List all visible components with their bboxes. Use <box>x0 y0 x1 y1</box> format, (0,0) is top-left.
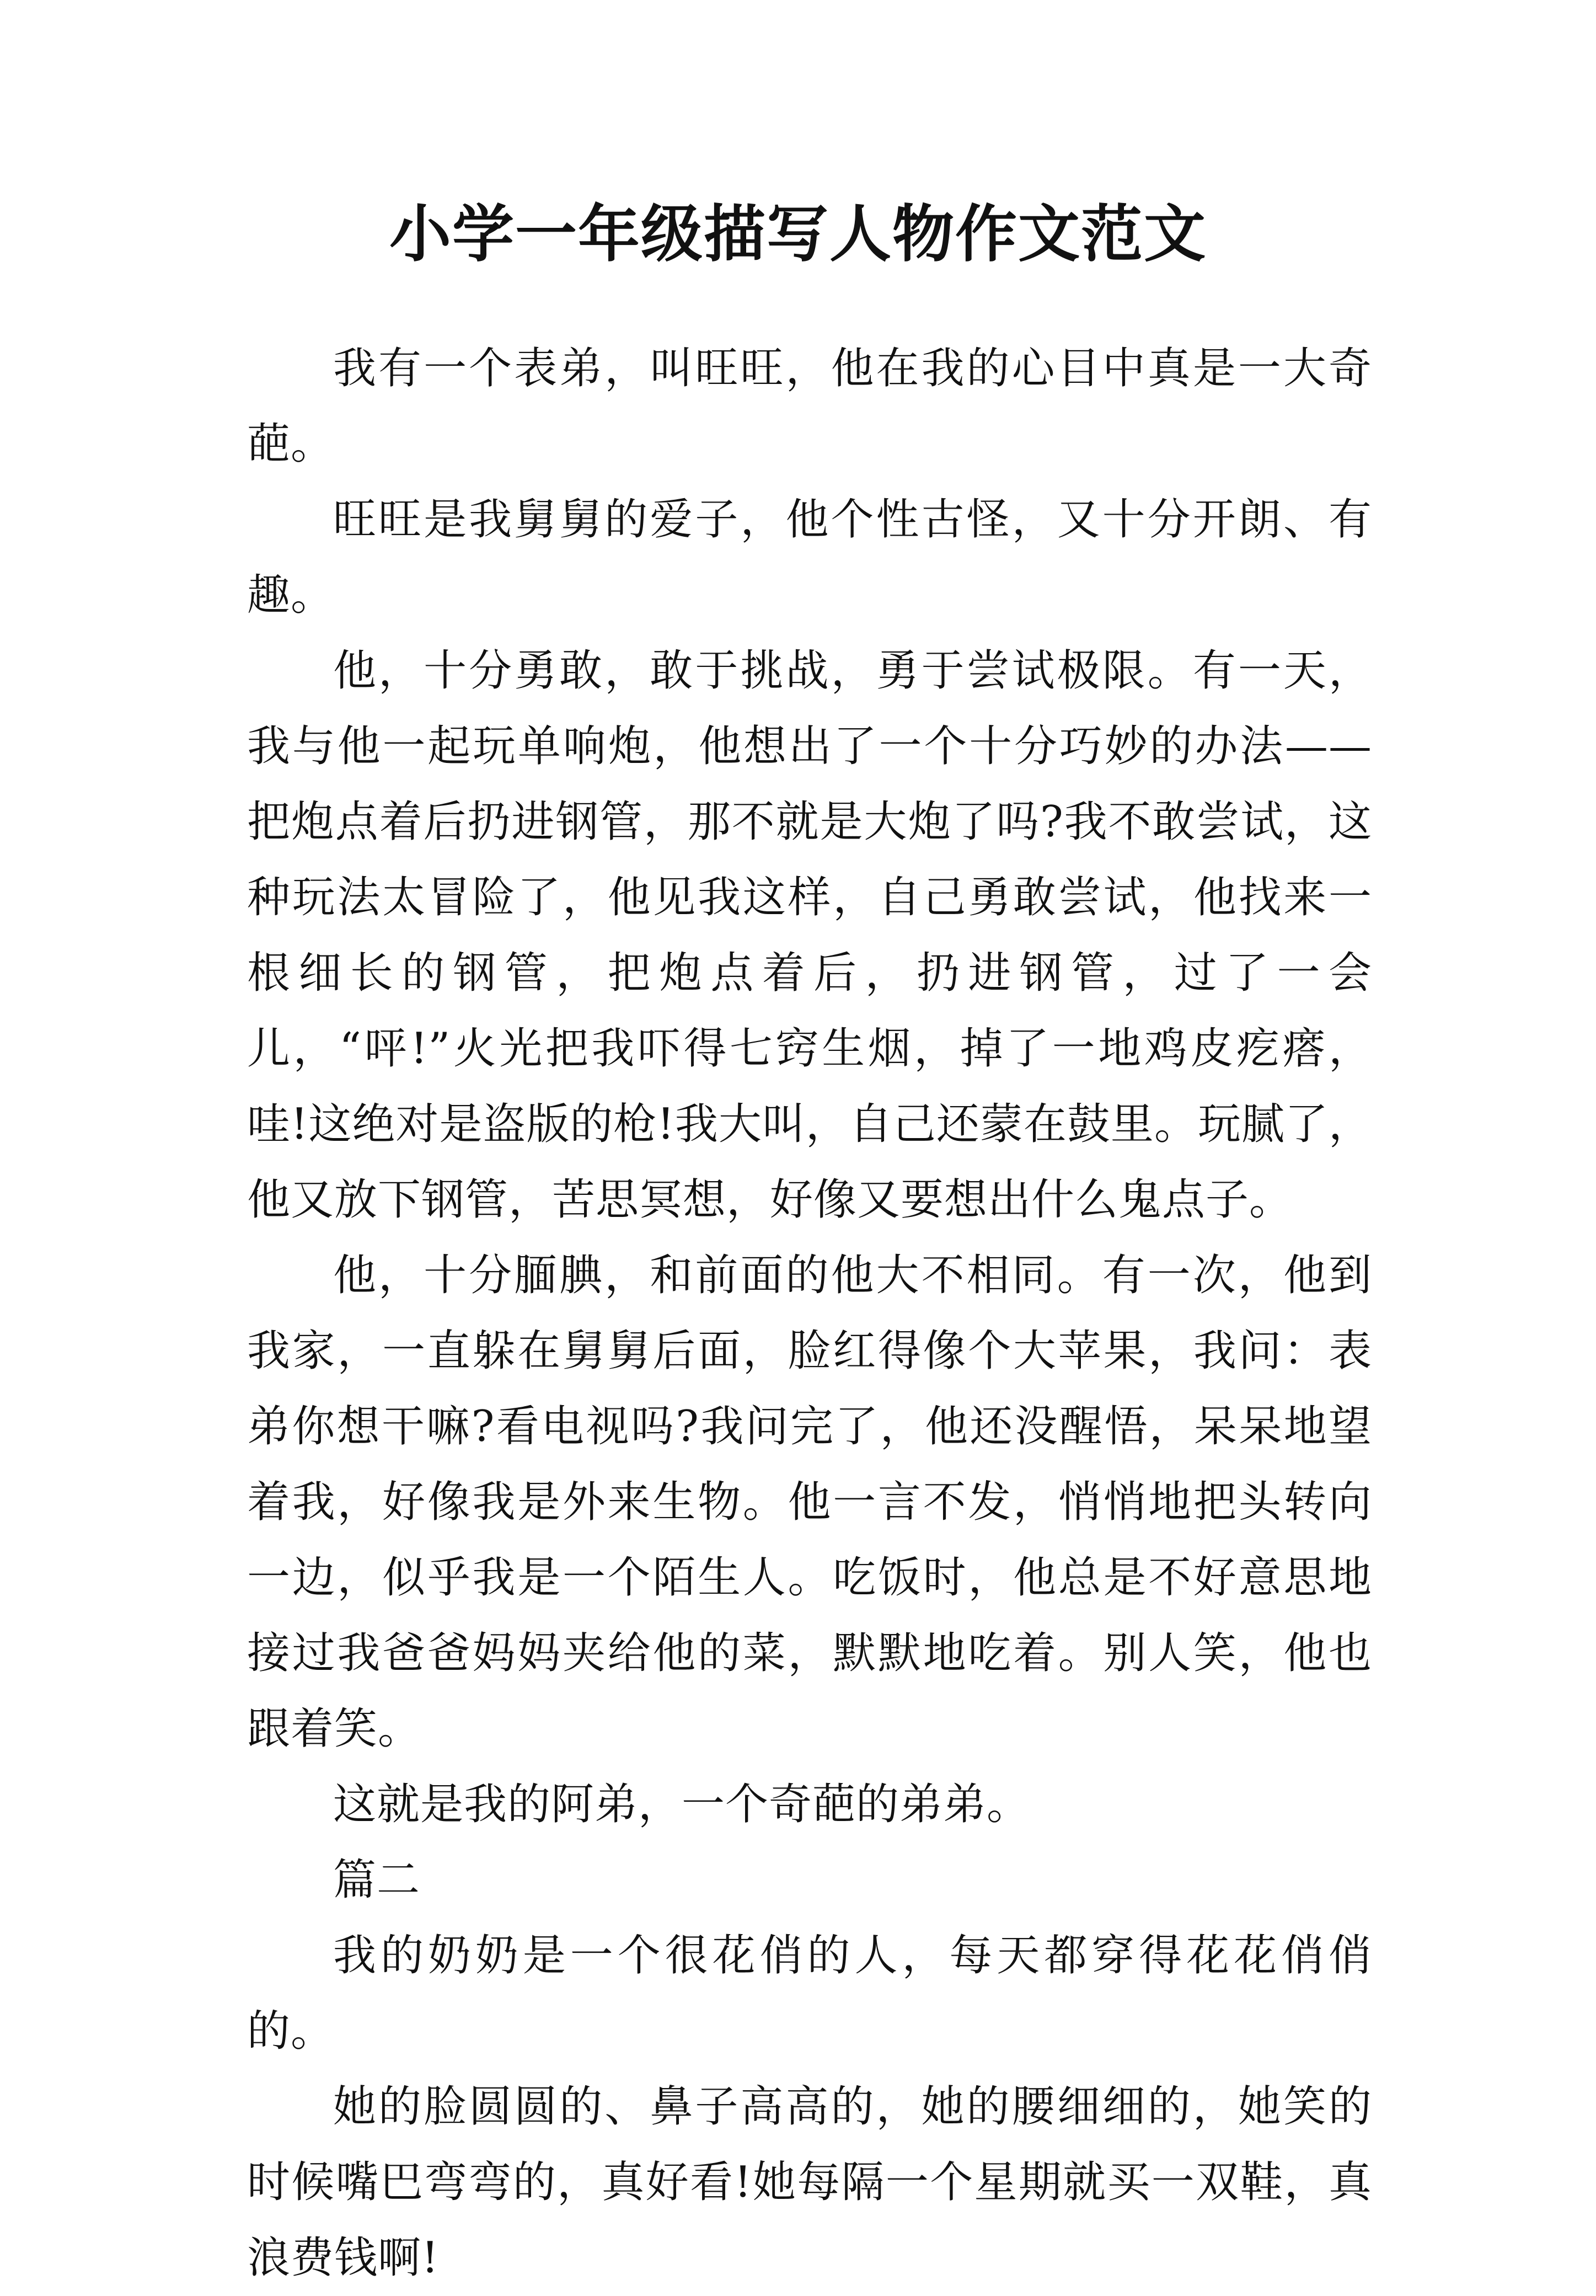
paragraph: 这就是我的阿弟，一个奇葩的弟弟。 <box>333 1780 1031 1829</box>
paragraph: 我的奶奶是一个很花俏的人，每天都穿得花花俏俏的。 <box>247 1931 1372 2056</box>
section-heading: 篇二 <box>333 1855 421 1905</box>
paragraph: 她的脸圆圆的、鼻子高高的，她的腰细细的，她笑的时候嘴巴弯弯的，真好看!她每隔一个星期就买一双鞋，真浪费钱啊! <box>247 2082 1372 2283</box>
paragraph: 他，十分腼腆，和前面的他大不相同。有一次，他到我家，一直躲在舅舅后面，脸红得像个大苹果，我问：表弟你想干嘛?看电视吗?我问完了，他还没醒悟，呆呆地望着我，好像我是外来生物。他一言不发，悄悄地把头转向一边，似乎我是一个陌生人。吃饭时，他总是不好意思地接过我爸爸妈妈夹给他的菜，默默地吃着。别人笑，他也跟着笑。 <box>247 1251 1372 1754</box>
paragraph: 我有一个表弟，叫旺旺，他在我的心目中真是一大奇葩。 <box>247 344 1372 469</box>
paragraph: 旺旺是我舅舅的爱子，他个性古怪，又十分开朗、有趣。 <box>247 495 1372 620</box>
document-title: 小学一年级描写人物作文范文 <box>389 198 1207 270</box>
document-body <box>247 331 1372 2296</box>
paragraph: 他，十分勇敢，敢于挑战，勇于尝试极限。有一天，我与他一起玩单响炮，他想出了一个十分巧妙的办法——把炮点着后扔进钢管，那不就是大炮了吗?我不敢尝试，这种玩法太冒险了，他见我这样，自己勇敢尝试，他找来一根细长的钢管，把炮点着后，扔进钢管，过了一会儿，“呯!”火光把我吓得七窍生烟，掉了一地鸡皮疙瘩，哇!这绝对是盗版的枪!我大叫，自己还蒙在鼓里。玩腻了，他又放下钢管，苦思冥想，好像又要想出什么鬼点子。 <box>247 646 1372 1225</box>
